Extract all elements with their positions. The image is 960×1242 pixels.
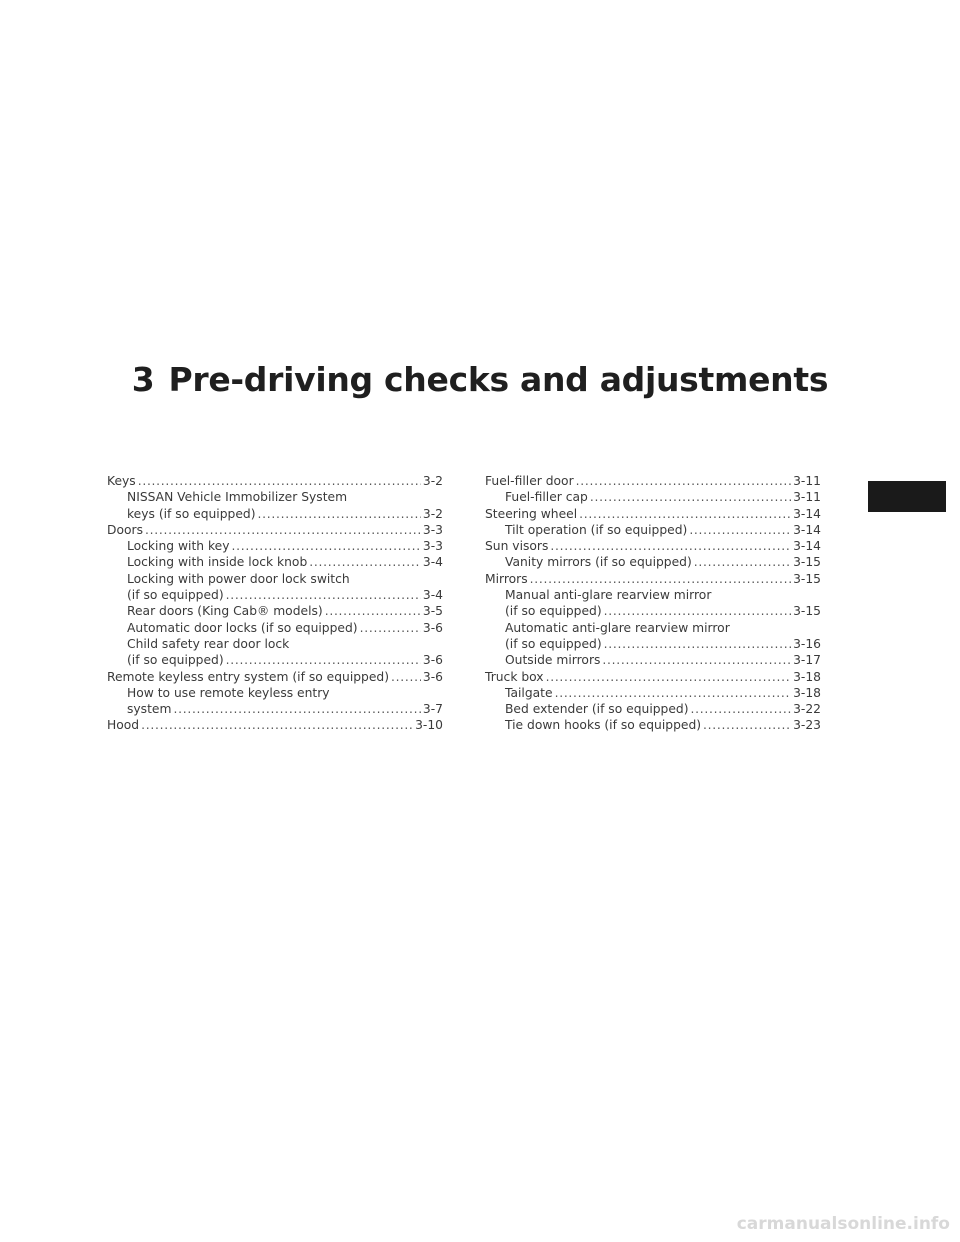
toc-entry-row (127, 652, 443, 668)
toc-entry[interactable] (107, 636, 443, 669)
toc-entry-title: Locking with inside lock knob (127, 555, 308, 570)
toc-entry[interactable] (485, 652, 821, 668)
toc-left-column (107, 473, 443, 734)
toc-entry[interactable] (107, 685, 443, 718)
toc-page-number: 3-10 (415, 718, 443, 733)
toc-leader-dots (604, 636, 791, 652)
toc-entry[interactable] (107, 538, 443, 554)
toc-entry-row (127, 620, 443, 636)
toc-leader-dots (579, 506, 791, 522)
toc-entry[interactable] (107, 489, 443, 522)
toc-page-number: 3-14 (793, 522, 821, 537)
toc-entry-row (107, 473, 443, 489)
toc-page-number: 3-15 (793, 555, 821, 570)
toc-entry-title: Steering wheel (485, 506, 578, 521)
toc-entry[interactable] (107, 571, 443, 604)
toc-page-number: 3-16 (793, 636, 821, 651)
toc-page-number: 3-18 (793, 669, 821, 684)
toc-entry-title: Outside mirrors (505, 653, 601, 668)
toc-entry-row (505, 489, 821, 505)
toc-entry-row (107, 669, 443, 685)
toc-entry[interactable] (485, 473, 821, 489)
toc-entry-line: Manual anti-glare rearview mirror (505, 588, 712, 603)
toc-leader-dots (232, 538, 421, 554)
toc-entry[interactable] (107, 473, 443, 489)
toc-entry-row (505, 603, 821, 619)
toc-entry[interactable] (107, 554, 443, 570)
toc-entry-row (505, 636, 821, 652)
toc-entry[interactable] (485, 620, 821, 653)
toc-leader-dots (173, 701, 420, 717)
toc-entry-title: Keys (107, 474, 136, 488)
toc-entry-row (107, 717, 443, 733)
toc-entry-line: How to use remote keyless entry (127, 685, 330, 700)
toc-entry-title: Doors (107, 522, 143, 537)
toc-entry-title: system (127, 702, 172, 717)
toc-entry-title: (if so equipped) (127, 588, 224, 603)
toc-leader-dots (530, 571, 791, 587)
toc-entry-row (505, 522, 821, 538)
toc-page-number: 3-6 (422, 620, 443, 635)
toc-entry-line: Automatic anti-glare rearview mirror (505, 620, 730, 635)
toc-entry-title: Tailgate (505, 685, 553, 700)
toc-entry[interactable] (107, 603, 443, 619)
toc-entry-title: Sun visors (485, 539, 549, 554)
toc-leader-dots (360, 620, 421, 636)
chapter-title-text: Pre-driving checks and adjustments (168, 360, 829, 399)
toc-entry-row (505, 554, 821, 570)
toc-entry-title: Truck box (485, 669, 544, 684)
toc-page-number: 3-18 (793, 685, 821, 700)
toc-entry-title: Vanity mirrors (if so equipped) (505, 555, 692, 570)
toc-page-number: 3-3 (422, 522, 443, 537)
toc-leader-dots (550, 538, 791, 554)
toc-leader-dots (325, 603, 421, 619)
toc-leader-dots (602, 652, 791, 668)
toc-entry-title: Rear doors (King Cab® models) (127, 604, 323, 619)
toc-entry[interactable] (485, 669, 821, 685)
toc-leader-dots (555, 685, 792, 701)
toc-entry-title: Hood (107, 718, 140, 733)
toc-leader-dots (691, 701, 792, 717)
chapter-number: 3 (131, 360, 155, 399)
toc-entry-row (127, 538, 443, 554)
toc-entry-title: (if so equipped) (505, 636, 602, 651)
toc-page-number: 3-4 (422, 555, 443, 570)
toc-entry[interactable] (107, 717, 443, 733)
toc-entry[interactable] (485, 717, 821, 733)
toc-page-number: 3-6 (422, 669, 443, 684)
toc-entry-title: Tie down hooks (if so equipped) (505, 718, 702, 733)
toc-entry-row (127, 506, 443, 522)
toc-entry-row (107, 522, 443, 538)
toc-right-column (485, 473, 821, 734)
toc-entry-row (505, 717, 821, 733)
toc-entry-title: keys (if so equipped) (127, 506, 256, 521)
toc-entry-row (505, 685, 821, 701)
toc-entry-row (485, 669, 821, 685)
toc-page-number: 3-15 (793, 571, 821, 586)
toc-entry-row (485, 473, 821, 489)
toc-entry-row (127, 603, 443, 619)
toc-entry-title: Fuel-filler door (485, 474, 574, 488)
toc-entry-title: Automatic door locks (if so equipped) (127, 620, 358, 635)
toc-entry[interactable] (485, 522, 821, 538)
toc-entry-row (127, 701, 443, 717)
toc-entry-title: Locking with key (127, 539, 230, 554)
toc-page-number: 3-6 (422, 653, 443, 668)
toc-entry-row (485, 538, 821, 554)
toc-entry-title: (if so equipped) (127, 653, 224, 668)
chapter-side-tab (868, 481, 946, 512)
toc-page-number: 3-11 (793, 490, 821, 505)
toc-entry-row (127, 554, 443, 570)
toc-leader-dots (576, 473, 791, 489)
toc-page-number: 3-22 (793, 702, 821, 717)
toc-leader-dots (309, 554, 421, 570)
toc-page-number: 3-7 (422, 702, 443, 717)
toc-page-number: 3-4 (422, 588, 443, 603)
toc-page-number: 3-2 (422, 474, 443, 488)
toc-entry-title: Tilt operation (if so equipped) (505, 522, 688, 537)
toc-entry[interactable] (485, 685, 821, 701)
toc-leader-dots (391, 669, 421, 685)
toc-entry-title: Remote keyless entry system (if so equipped) (107, 669, 390, 684)
toc-entry[interactable] (107, 522, 443, 538)
toc-leader-dots (226, 587, 421, 603)
toc-entry-title: Mirrors (485, 571, 528, 586)
toc-leader-dots (604, 603, 791, 619)
toc-entry[interactable] (107, 669, 443, 685)
toc-leader-dots (141, 717, 413, 733)
toc-entry-row (505, 652, 821, 668)
toc-leader-dots (689, 522, 791, 538)
toc-entry[interactable] (485, 701, 821, 717)
toc-page-number: 3-14 (793, 539, 821, 554)
toc-entry-row (127, 587, 443, 603)
toc-entry-title: (if so equipped) (505, 604, 602, 619)
toc-entry-line: Locking with power door lock switch (127, 571, 350, 586)
toc-leader-dots (138, 473, 421, 489)
toc-entry-row (485, 506, 821, 522)
toc-entry-line: NISSAN Vehicle Immobilizer System (127, 490, 348, 505)
toc-leader-dots (546, 669, 792, 685)
toc-leader-dots (590, 489, 791, 505)
toc-entry[interactable] (107, 620, 443, 636)
toc-page-number: 3-2 (422, 506, 443, 521)
toc-entry[interactable] (485, 587, 821, 620)
toc-leader-dots (226, 652, 421, 668)
toc-page-number: 3-14 (793, 506, 821, 521)
toc-page-number: 3-3 (422, 539, 443, 554)
toc-entry-line: Child safety rear door lock (127, 636, 290, 651)
toc-page-number: 3-5 (422, 604, 443, 619)
toc-entry[interactable] (485, 538, 821, 554)
toc-entry[interactable] (485, 571, 821, 587)
toc-leader-dots (703, 717, 791, 733)
toc-page-number: 3-11 (793, 474, 821, 488)
toc-leader-dots (694, 554, 791, 570)
toc-entry-title: Bed extender (if so equipped) (505, 702, 689, 717)
toc-entry-row (505, 701, 821, 717)
toc-page-number: 3-17 (793, 653, 821, 668)
chapter-title (0, 360, 960, 399)
toc-leader-dots (145, 522, 421, 538)
footer-watermark: carmanualsonline.info (736, 1214, 950, 1234)
toc-entry-title: Fuel-filler cap (505, 490, 588, 505)
toc-entry-row (485, 571, 821, 587)
toc-page-number: 3-23 (793, 718, 821, 733)
toc-entry[interactable] (485, 506, 821, 522)
toc-leader-dots (258, 506, 421, 522)
toc-page-number: 3-15 (793, 604, 821, 619)
toc-entry[interactable] (485, 489, 821, 505)
toc-entry[interactable] (485, 554, 821, 570)
